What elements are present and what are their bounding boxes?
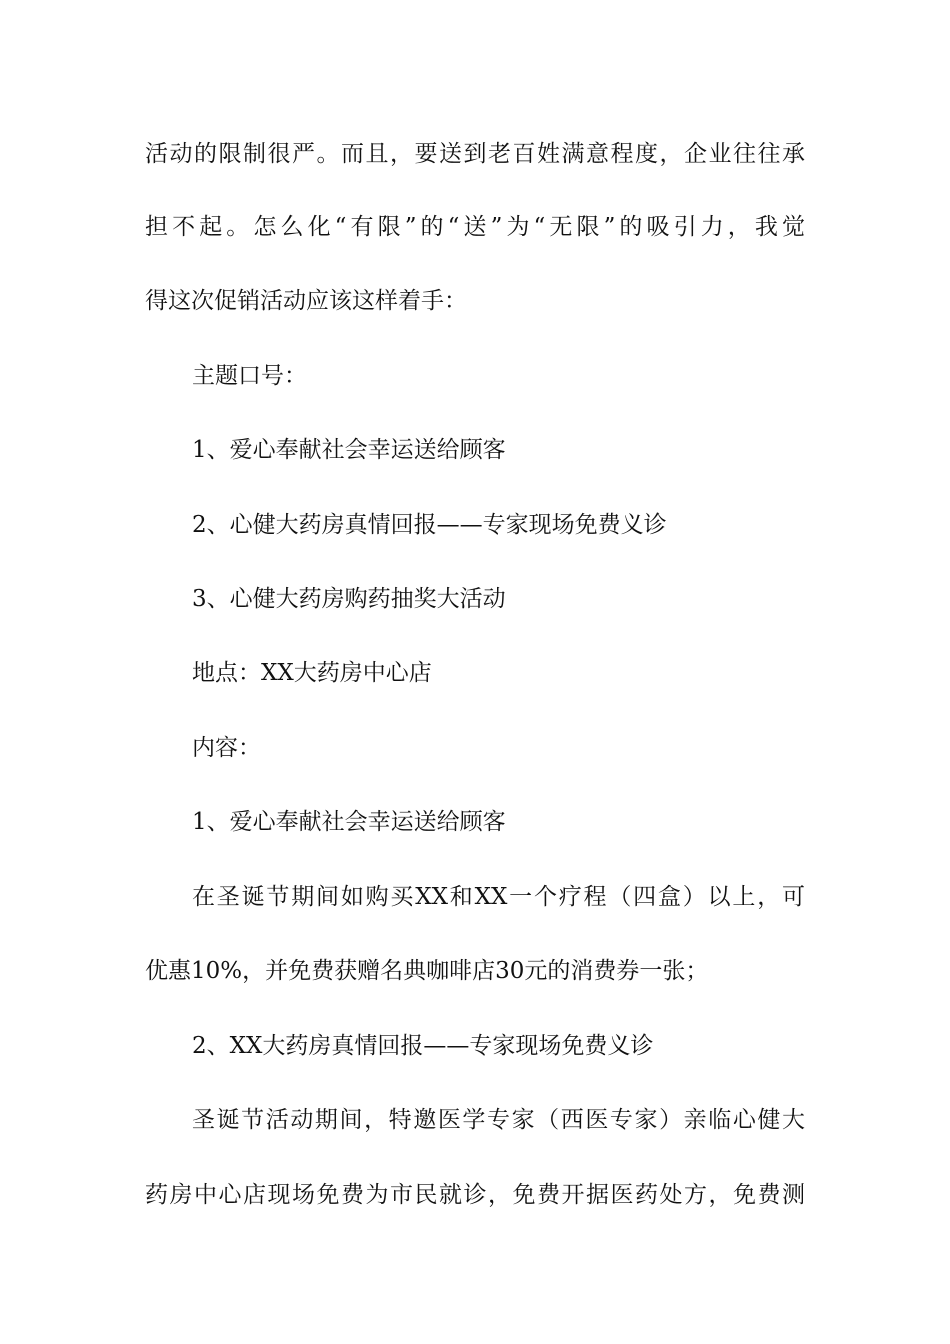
content-item-2-title: 2、XX大药房真情回报——专家现场免费义诊 [192, 1033, 654, 1059]
content-item-2-text-1: 圣诞节活动期间，特邀医学专家（西医专家）亲临心健大 [192, 1107, 805, 1133]
content-item-1-text-1: 在圣诞节期间如购买XX和XX一个疗程（四盒）以上，可 [192, 884, 805, 910]
location-line: 地点：XX大药房中心店 [192, 660, 432, 686]
section-heading-slogan: 主题口号： [192, 363, 307, 389]
text-line-3: 得这次促销活动应该这样着手： [145, 288, 467, 314]
content-item-2-text-2: 药房中心店现场免费为市民就诊，免费开据医药处方，免费测 [145, 1182, 805, 1208]
slogan-item-3: 3、心健大药房购药抽奖大活动 [192, 586, 506, 612]
section-heading-content: 内容： [192, 735, 261, 761]
text-line-1: 活动的限制很严。而且，要送到老百姓满意程度，企业往往承 [145, 141, 805, 167]
text-line-2: 担不起。怎么化“有限”的“送”为“无限”的吸引力，我觉 [145, 214, 805, 240]
slogan-item-2: 2、心健大药房真情回报——专家现场免费义诊 [192, 512, 667, 538]
content-item-1-text-2: 优惠10%，并免费获赠名典咖啡店30元的消费券一张； [145, 958, 709, 984]
content-item-1-title: 1、爱心奉献社会幸运送给顾客 [192, 809, 506, 835]
slogan-item-1: 1、爱心奉献社会幸运送给顾客 [192, 437, 506, 463]
